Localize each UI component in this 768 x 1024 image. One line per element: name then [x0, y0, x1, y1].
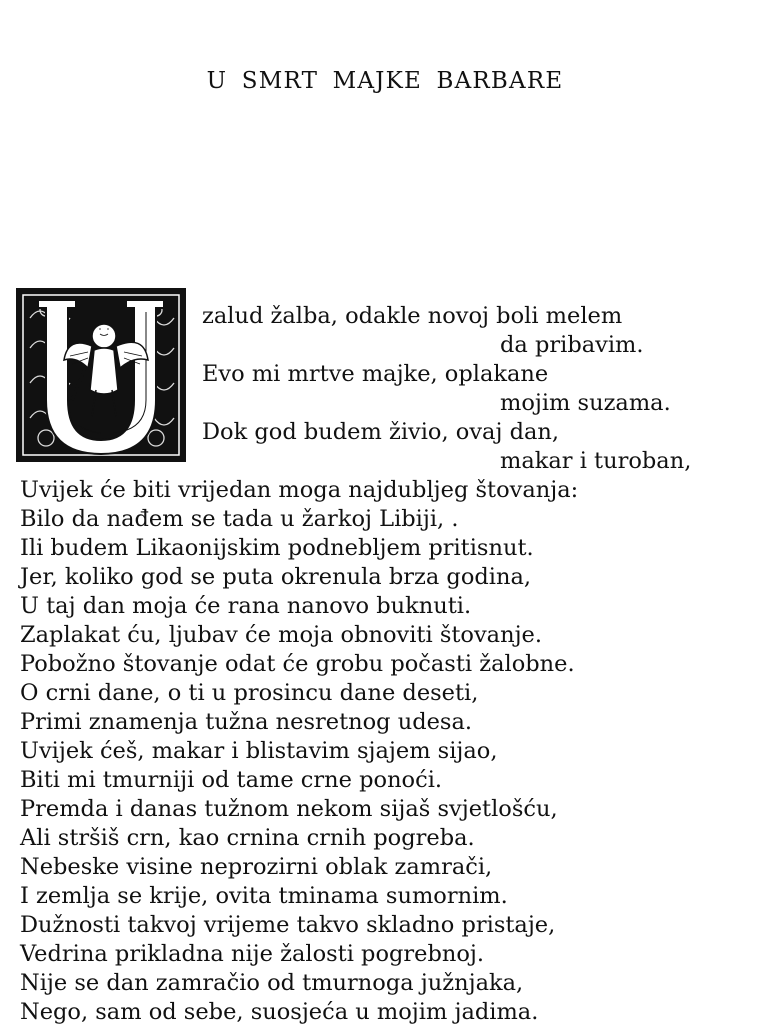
- poem-line: Dok god budem živio, ovaj dan,: [202, 419, 560, 445]
- poem-line: mojim suzama.: [500, 390, 671, 416]
- poem-line: zalud žalba, odakle novoj boli melem: [202, 303, 623, 329]
- poem-line: Ali stršiš crn, kao crnina crnih pogreba.: [20, 825, 475, 851]
- poem-line: Zaplakat ću, ljubav će moja obnoviti štovanje.: [20, 622, 543, 648]
- poem-line: Premda i danas tužnom nekom sijaš svjetlošću,: [20, 796, 558, 822]
- poem-title: U SMRT MAJKE BARBARE: [206, 68, 564, 94]
- poem-line: Uvijek će biti vrijedan moga najdubljeg štovanja:: [20, 477, 579, 503]
- poem-line: U taj dan moja će rana nanovo buknuti.: [20, 593, 472, 619]
- poem-line: Nebeske visine neprozirni oblak zamrači,: [20, 854, 493, 880]
- poem-line: I zemlja se krije, ovita tminama sumornim.: [20, 883, 508, 909]
- poem-line: Uvijek ćeš, makar i blistavim sjajem sijao,: [20, 738, 498, 764]
- poem-line: O crni dane, o ti u prosincu dane deseti,: [20, 680, 479, 706]
- poem-line: Evo mi mrtve majke, oplakane: [202, 361, 549, 387]
- poem-body: [0, 302, 768, 1022]
- poem-line: Dužnosti takvoj vrijeme takvo skladno pristaje,: [20, 912, 556, 938]
- poem-line: da pribavim.: [500, 332, 644, 358]
- poem-line: Primi znamenja tužna nesretnog udesa.: [20, 709, 473, 735]
- poem-line: Bilo da nađem se tada u žarkoj Libiji, .: [20, 506, 459, 532]
- poem-line: Nije se dan zamračio od tmurnoga južnjaka,: [20, 970, 524, 996]
- poem-line: Biti mi tmurniji od tame crne ponoći.: [20, 767, 443, 793]
- poem-line: Vedrina prikladna nije žalosti pogrebnoj.: [20, 941, 485, 967]
- poem-line: Pobožno štovanje odat će grobu počasti žalobne.: [20, 651, 575, 677]
- poem-line: Jer, koliko god se puta okrenula brza godina,: [20, 564, 532, 590]
- poem-line: Nego, sam od sebe, suosjeća u mojim jadima.: [20, 999, 539, 1024]
- poem-line: makar i turoban,: [500, 448, 692, 474]
- poem-line: Ili budem Likaonijskim podnebljem pritisnut.: [20, 535, 534, 561]
